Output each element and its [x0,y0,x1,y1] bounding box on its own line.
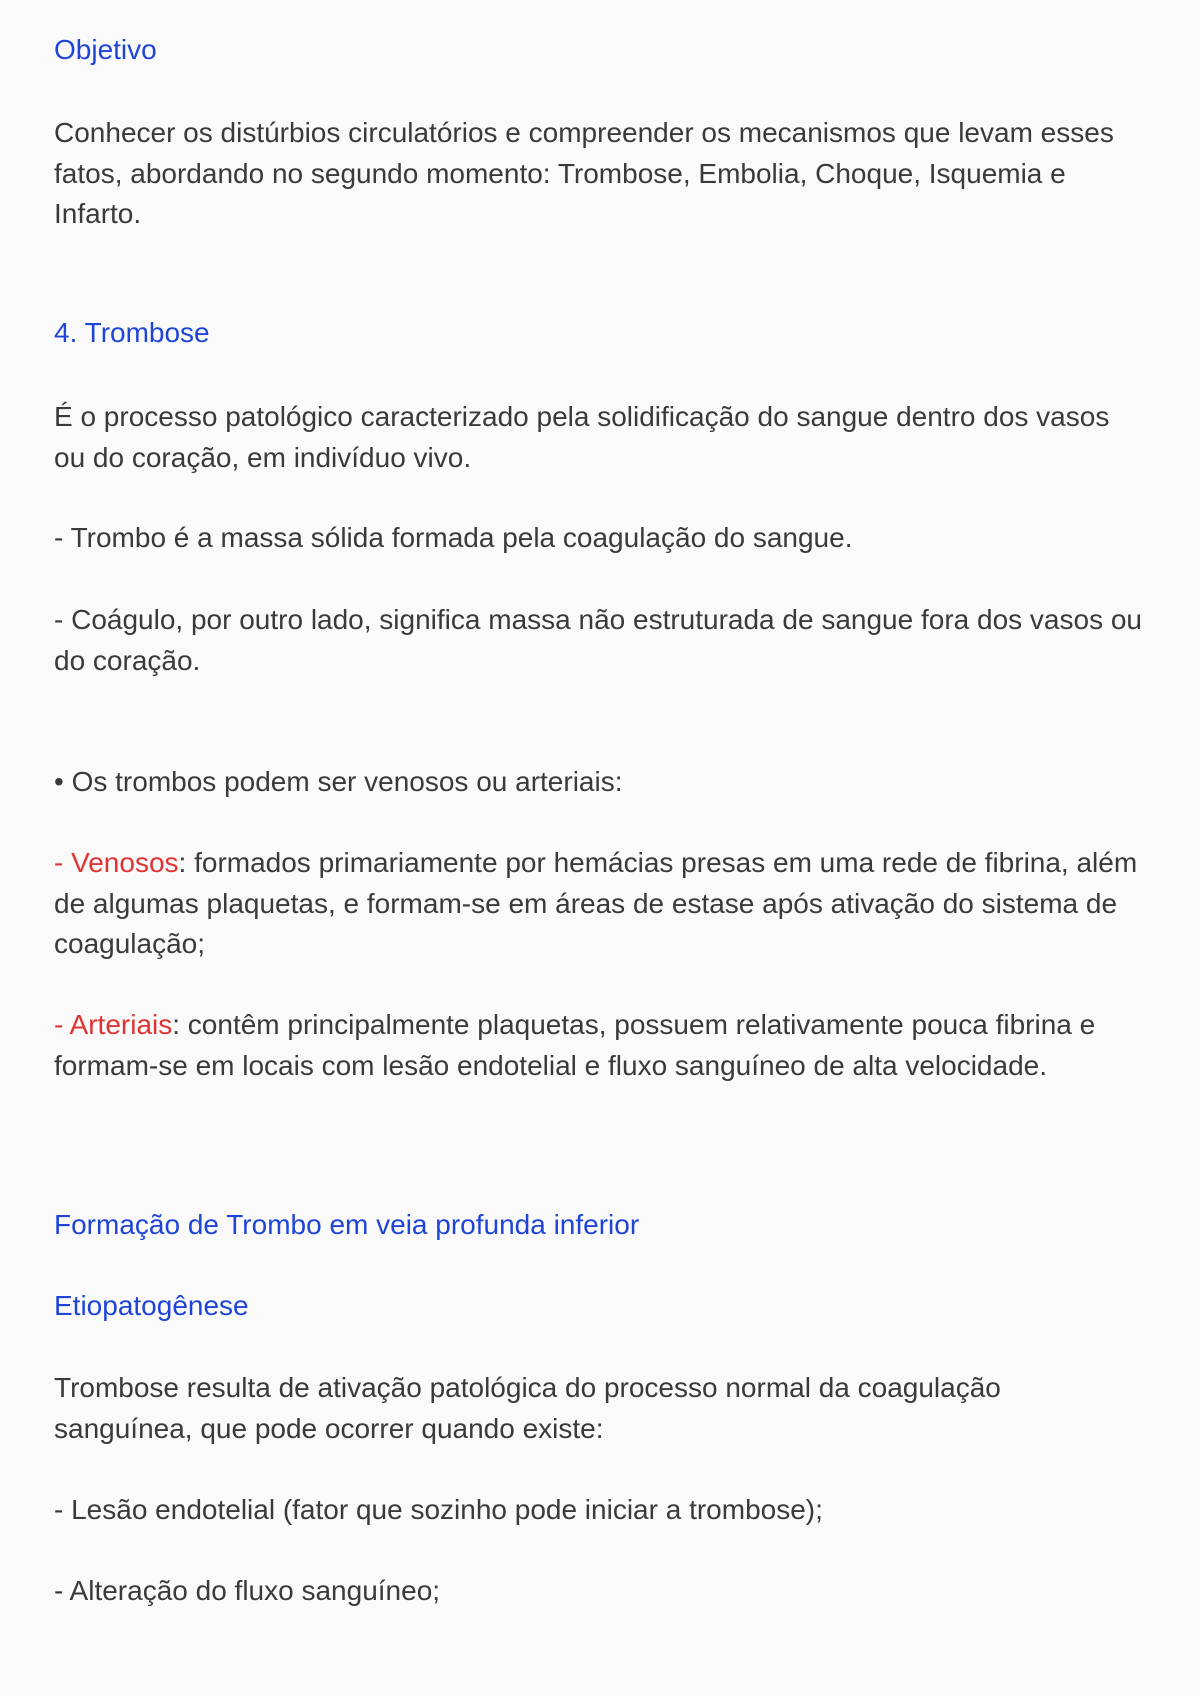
etiopatogenese-heading: Etiopatogênese [54,1290,249,1321]
venosos-text: : formados primariamente por hemácias presas em uma rede de fibrina, além de algumas plaquetas, e formam-se em áreas de estase após ativação do sistema de coagulação; [54,847,1145,959]
trombose-heading: 4. Trombose [54,317,210,348]
lesao-endotelial-item: - Lesão endotelial (fator que sozinho pode iniciar a trombose); [54,1494,823,1525]
trombo-item: - Trombo é a massa sólida formada pela coagulação do sangue. [54,522,853,553]
objective-heading: Objetivo [54,34,157,65]
venosos-label: - Venosos [54,847,179,878]
trombos-types-intro: • Os trombos podem ser venosos ou arteriais: [54,766,623,797]
venosos-paragraph [54,843,1144,965]
alteracao-fluxo-item: - Alteração do fluxo sanguíneo; [54,1575,441,1606]
coagulo-item: - Coágulo, por outro lado, significa massa não estruturada de sangue fora dos vasos ou do coração. [54,604,1142,676]
formacao-heading: Formação de Trombo em veia profunda inferior [54,1209,640,1240]
arteriais-label: - Arteriais [54,1009,173,1040]
trombose-definition: É o processo patológico caracterizado pela solidificação do sangue dentro dos vasos ou do coração, em indivíduo vivo. [54,401,1110,473]
arteriais-paragraph [54,1005,1144,1086]
etiopatogenese-text: Trombose resulta de ativação patológica do processo normal da coagulação sanguínea, que pode ocorrer quando existe: [54,1372,1001,1444]
arteriais-text: : contêm principalmente plaquetas, possuem relativamente pouca fibrina e formam-se em locais com lesão endotelial e fluxo sanguíneo de alta velocidade. [54,1009,1103,1081]
objective-text: Conhecer os distúrbios circulatórios e compreender os mecanismos que levam esses fatos, abordando no segundo momento: Trombose, Embolia, Choque, Isquemia e Infarto. [54,117,1114,229]
